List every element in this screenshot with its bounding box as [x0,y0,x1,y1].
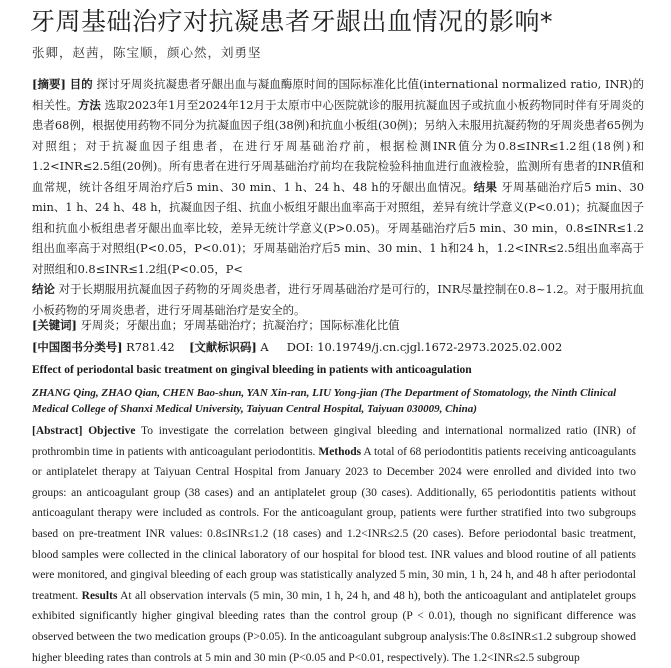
abstract-label: [摘要] [32,77,66,91]
en-objective-text: To investigate the correlation between gingival bleeding and international normalized ratio (INR) of prothrombin time in patients with anticoagulant periodontitis. [32,425,636,458]
doc-code-label: [文献标识码] [189,340,257,354]
english-authors: ZHANG Qing, ZHAO Qian, CHEN Bao-shun, YAN Xin-ran, LIU Yong-jian (The Department of Stomatology, the Ninth Clinical Medical College of Shanxi Medical University, Taiyuan Central Hospital, Taiyuan 030009, China) [32,387,617,415]
keywords-text: 牙周炎；牙龈出血；牙周基础治疗；抗凝治疗；国际标准化比值 [80,318,400,332]
author-list: 张卿，赵茜，陈宝顺，颜心然，刘勇坚 [32,45,262,60]
keywords-label: [关键词] [32,318,77,332]
en-results-label: Results [81,589,118,602]
methods-text: 选取2023年1月至2024年12月于太原市中心医院就诊的服用抗凝血因子或抗血小板药物同时伴有牙周炎的患者68例，根据使用药物不同分为抗凝血因子组(38例)和抗血小板组(30例)；另纳入未服用抗凝药物的牙周炎患者65例为对照组；对于抗凝血因子组患者，在进行牙周基础治疗前，根据检测INR值分为0.8≤INR≤1.2组(18例)和1.2<INR≤2.5组(20例)。所有患者在进行牙周基础治疗前均在我院检验科抽血进行血液检验，监测所有患者的INR值和血常规，统计各组牙周治疗后5 min、30 min、1 h、24 h、48 h的牙龈出血情况。 [32,97,644,194]
doc-code-value: A [260,340,269,354]
english-title: Effect of periodontal basic treatment on gingival bleeding in patients with anticoagulation [32,364,472,376]
keywords-row [32,315,644,335]
doi-text: DOI: 10.19749/j.cn.cjgl.1672-2973.2025.02.002 [286,340,563,354]
results-label: 结果 [473,179,498,194]
conclusion-text: 对于长期服用抗凝血因子药物的牙周炎患者，进行牙周基础治疗是可行的，INR尽量控制在0.8~1.2。对于服用抗血小板药物的牙周炎患者，进行牙周基础治疗是安全的。 [32,282,644,317]
objective-text: 探讨牙周炎抗凝患者牙龈出血与凝血酶原时间的国际标准化比值(international normalized ratio, INR)的相关性。 [32,77,645,112]
methods-label: 方法 [77,97,101,112]
clc-label: [中国图书分类号] [32,340,123,354]
conclusion-label: 结论 [32,282,55,296]
clc-value: R781.42 [126,340,175,354]
en-abstract-label: [Abstract] [32,425,83,437]
chinese-abstract [32,74,644,320]
results-text: 牙周基础治疗后5 min、30 min、1 h、24 h、48 h，抗凝血因子组、抗血小板组牙龈出血率高于对照组，差异有统计学意义(P<0.01)；抗凝血因子组和抗血小板组患者牙龈出血率比较，差异无统计学意义(P>0.05)。牙周基础治疗后5 min、30 min，0.8≤INR≤1.2组出血率高于对照组(P<0.05，P<0.01)；牙周基础治疗后5 min、30 min、1 h和24 h，1.2<INR≤2.5组出血率高于对照组和0.8≤INR≤1.2组(P<0.05，P< [32,179,644,276]
en-methods-text: A total of 68 periodontitis patients receiving anticoagulants or antiplatelet therapy at Taiyuan Central Hospital from January 2023 to December 2024 were enrolled and divided into two groups: an anticoagulant group (38 cases) and an antiplatelet group (30 cases). Additionally, 65 periodontitis patients without anticoagulant therapy were included as controls. For the anticoagulant group, patients were further stratified into two subgroups based on pre-treatment INR values: 0.8≤INR≤1.2 (18 cases) and 1.2<INR≤2.5 (20 cases). Before periodontal basic treatment, blood samples were collected in the clinical laboratory of our hospital for blood test. INR values and blood routine of all patients were monitored, and gingival bleeding of each group was statistically analyzed 5 min, 30 min, 1 h, 24 h, and 48 h after periodontal treatment. [32,445,636,602]
paper-title: 牙周基础治疗对抗凝患者牙龈出血情况的影响* [30,7,554,36]
objective-label: 目的 [69,77,93,91]
classification-row [32,337,644,357]
en-results-text: At all observation intervals (5 min, 30 min, 1 h, 24 h, and 48 h), both the anticoagulant and antiplatelet groups exhibited significantly higher gingival bleeding rates than the control group (P < 0.01), though no significant difference was observed between the two medication groups (P>0.05). In the anticoagulant subgroup analysis:The 0.8≤INR≤1.2 subgroup showed higher bleeding rates than controls at 5 min and 30 min (P<0.05 and P<0.01, respectively). The 1.2<INR≤2.5 subgroup [32,589,636,664]
english-abstract [32,421,636,668]
en-objective-label: Objective [88,425,136,437]
en-methods-label: Methods [318,445,362,458]
